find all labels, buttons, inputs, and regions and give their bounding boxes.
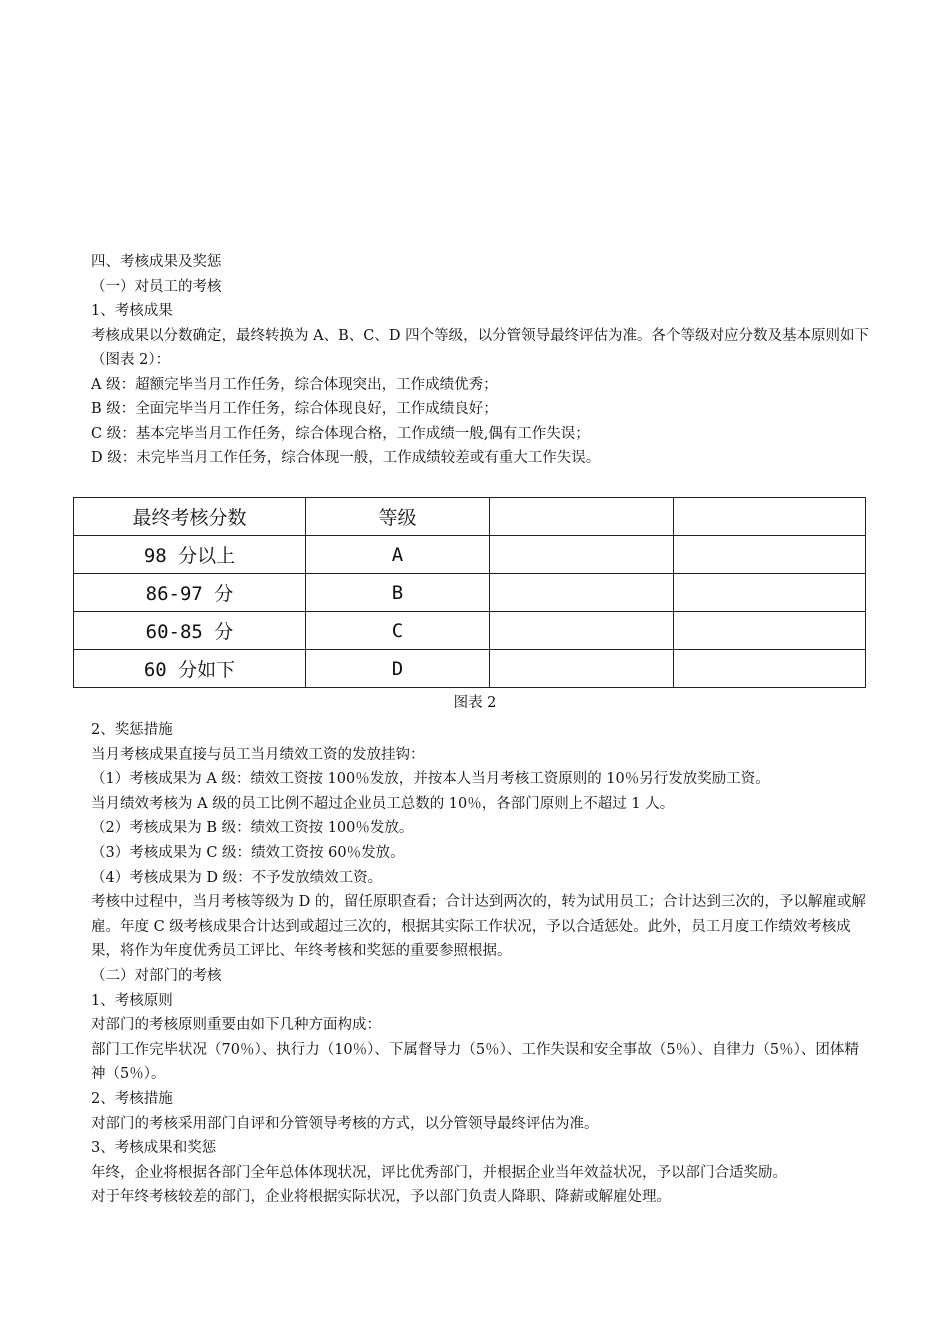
table-caption: 图表 2: [453, 695, 497, 711]
table-cell: [490, 612, 674, 650]
table-header-cell: [674, 498, 866, 536]
table-row: [74, 574, 866, 612]
table-row: [74, 650, 866, 688]
table-cell: [674, 574, 866, 612]
paragraph: 当月考核成果直接与员工当月绩效工资的发放挂钩：: [91, 746, 425, 763]
paragraph: 考核成果以分数确定，最终转换为 A、B、C、D 四个等级，以分管领导最终评估为准。各个等级对应分数及基本原则如下（图表 2）：: [91, 327, 870, 368]
paragraph: 考核中过程中，当月考核等级为 D 的，留任原职查看；合计达到两次的，转为试用员工；合计达到三次的，予以解雇或解雇。年度 C 级考核成果合计达到或超过三次的，根据其实际工作状况，予以合适惩处。此外，员工月度工作绩效考核成果，将作为年度优秀员工评比、年终考核和奖惩的重要参照根据。: [91, 894, 866, 960]
grade-c-description: C 级：基本完毕当月工作任务，综合体现合格，工作成绩一般,偶有工作失误；: [91, 425, 590, 442]
item-heading: 1、考核原则: [91, 992, 173, 1009]
table-cell: 60-85 分: [74, 612, 306, 650]
table-row: [74, 536, 866, 574]
section-title: 四、考核成果及奖惩: [91, 254, 222, 270]
paragraph: 对部门的考核原则重要由如下几种方面构成：: [91, 1017, 381, 1034]
table-header-row: [74, 498, 866, 536]
section-rewards-and-dept: [91, 718, 871, 1210]
table-cell: [490, 650, 674, 688]
table-cell: [674, 536, 866, 574]
grade-table: [73, 497, 866, 688]
reward-rule-1: （1）考核成果为 A 级：绩效工资按 100％发放，并按本人当月考核工资原则的 10％另行发放奖励工资。: [91, 771, 770, 788]
table-cell: B: [306, 574, 490, 612]
reward-rule-3: （3）考核成果为 C 级：绩效工资按 60％发放。: [91, 844, 405, 861]
reward-rule-4: （4）考核成果为 D 级：不予发放绩效工资。: [91, 869, 383, 886]
table-cell: 86-97 分: [74, 574, 306, 612]
item-heading: 2、考核措施: [91, 1090, 173, 1107]
grade-a-description: A 级：超额完毕当月工作任务，综合体现突出，工作成绩优秀；: [91, 376, 498, 393]
item-heading: 1、考核成果: [91, 303, 173, 319]
grade-b-description: B 级：全面完毕当月工作任务，综合体现良好，工作成绩良好；: [91, 401, 498, 417]
item-heading: 3、考核成果和奖惩: [91, 1140, 217, 1157]
paragraph: 部门工作完毕状况（70％）、执行力（10％）、下属督导力（5％）、工作失误和安全事故（5％）、自律力（5％）、团体精神（5％）。: [91, 1041, 859, 1083]
subsection-title: （二）对部门的考核: [91, 967, 222, 984]
table-cell: D: [306, 650, 490, 688]
table-header-cell: 最终考核分数: [74, 498, 306, 536]
table-cell: A: [306, 536, 490, 574]
table-cell: 98 分以上: [74, 536, 306, 574]
table-cell: [490, 536, 674, 574]
section-four: [91, 250, 871, 471]
grade-d-description: D 级：未完毕当月工作任务，综合体现一般，工作成绩较差或有重大工作失误。: [91, 450, 601, 466]
item-heading: 2、奖惩措施: [91, 722, 173, 738]
table-cell: C: [306, 612, 490, 650]
table-header-cell: 等级: [306, 498, 490, 536]
subsection-title: （一）对员工的考核: [91, 278, 222, 295]
paragraph: 年终，企业将根据各部门全年总体体现状况，评比优秀部门，并根据企业当年效益状况，予以部门合适奖励。: [91, 1164, 787, 1181]
table-header-cell: [490, 498, 674, 536]
table-cell: 60 分如下: [74, 650, 306, 688]
reward-rule-1-note: 当月绩效考核为 A 级的员工比例不超过企业员工总数的 10％，各部门原则上不超过 1 人。: [91, 795, 675, 812]
reward-rule-2: （2）考核成果为 B 级：绩效工资按 100％发放。: [91, 820, 414, 837]
table-cell: [674, 612, 866, 650]
table-row: [74, 612, 866, 650]
paragraph: 对于年终考核较差的部门，企业将根据实际状况，予以部门负责人降职、降薪或解雇处理。: [91, 1189, 671, 1206]
paragraph: 对部门的考核采用部门自评和分管领导考核的方式，以分管领导最终评估为准。: [91, 1115, 599, 1132]
table-cell: [490, 574, 674, 612]
table-cell: [674, 650, 866, 688]
